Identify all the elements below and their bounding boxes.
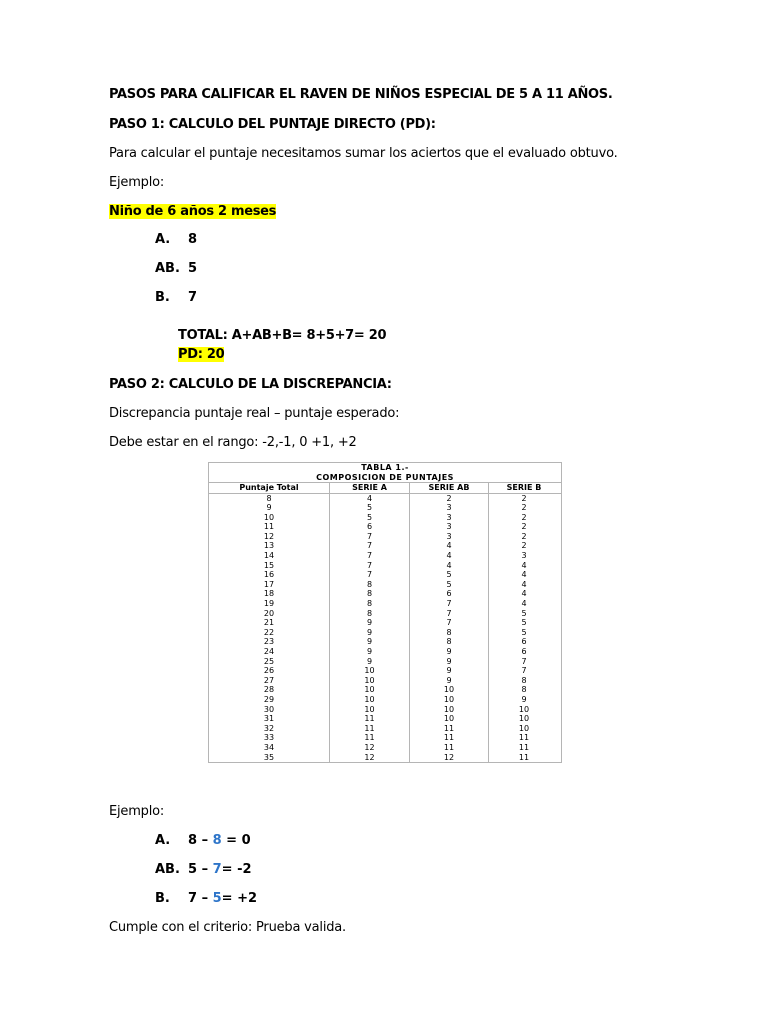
table-cell: 2 bbox=[521, 503, 527, 513]
column-serie-ab bbox=[409, 494, 488, 763]
item-expression bbox=[188, 833, 251, 848]
table-cell: 10 bbox=[443, 704, 455, 714]
table-caption-2: COMPOSICION DE PUNTAJES bbox=[316, 472, 454, 482]
table-cell: 4 bbox=[521, 560, 527, 570]
table-cell: 25 bbox=[263, 656, 275, 666]
paso2-line1: Discrepancia puntaje real – puntaje esperado: bbox=[109, 406, 400, 421]
result-value: = -2 bbox=[221, 862, 252, 877]
table-cell: 9 bbox=[366, 627, 373, 637]
item-value: 7 bbox=[188, 290, 198, 305]
table-cell: 16 bbox=[263, 570, 275, 580]
table-cell: 14 bbox=[263, 551, 275, 561]
table-cell: 29 bbox=[263, 694, 275, 704]
minus-sign: – bbox=[197, 862, 213, 877]
paso1-item-a bbox=[155, 232, 355, 248]
table-cell: 32 bbox=[263, 723, 275, 733]
table-cell: 5 bbox=[521, 618, 527, 628]
table-cell: 7 bbox=[366, 541, 373, 551]
header-serie-a: SERIE A bbox=[329, 483, 409, 493]
table-cell: 9 bbox=[366, 618, 373, 628]
item-label: A. bbox=[155, 232, 171, 247]
table-cell: 7 bbox=[521, 666, 527, 676]
paso2-heading: PASO 2: CALCULO DE LA DISCREPANCIA: bbox=[109, 377, 392, 392]
ejemplo2-item-a bbox=[155, 833, 355, 849]
table-cell: 2 bbox=[521, 541, 527, 551]
table-cell: 3 bbox=[446, 503, 452, 513]
table-cell: 11 bbox=[518, 742, 530, 752]
paso1-intro: Para calcular el puntaje necesitamos sumar los aciertos que el evaluado obtuvo. bbox=[109, 146, 618, 161]
item-label: B. bbox=[155, 891, 170, 906]
table-cell: 4 bbox=[521, 589, 527, 599]
expected-value: 7 bbox=[212, 862, 222, 877]
table-cell: 2 bbox=[521, 493, 527, 503]
table-cell: 4 bbox=[446, 551, 452, 561]
document-title: PASOS PARA CALIFICAR EL RAVEN DE NIÑOS ESPECIAL DE 5 A 11 AÑOS. bbox=[109, 87, 613, 102]
table-cell: 8 bbox=[446, 627, 452, 637]
paso1-total: TOTAL: A+AB+B= 8+5+7= 20 bbox=[178, 328, 387, 343]
table-cell: 7 bbox=[521, 656, 527, 666]
table-cell: 5 bbox=[366, 503, 373, 513]
table-cell: 3 bbox=[446, 512, 452, 522]
table-cell: 10 bbox=[518, 723, 530, 733]
composicion-puntajes-table bbox=[208, 462, 562, 763]
item-label: AB. bbox=[155, 862, 180, 877]
table-cell: 10 bbox=[443, 685, 455, 695]
real-value: 7 bbox=[188, 891, 198, 906]
table-cell: 6 bbox=[446, 589, 452, 599]
table-cell: 11 bbox=[263, 522, 275, 532]
table-cell: 5 bbox=[366, 512, 373, 522]
table-cell: 5 bbox=[521, 627, 527, 637]
table-cell: 10 bbox=[518, 704, 530, 714]
table-cell: 8 bbox=[366, 599, 373, 609]
table-cell: 5 bbox=[446, 579, 452, 589]
table-cell: 2 bbox=[521, 522, 527, 532]
table-cell: 9 bbox=[366, 647, 373, 656]
table-cell: 31 bbox=[263, 714, 275, 724]
table-cell: 2 bbox=[521, 531, 527, 541]
paso1-item-b bbox=[155, 290, 355, 306]
table-cell: 34 bbox=[263, 742, 275, 752]
item-expression bbox=[188, 862, 252, 877]
item-label: A. bbox=[155, 833, 171, 848]
table-cell: 4 bbox=[521, 570, 527, 580]
table-cell: 11 bbox=[518, 733, 530, 743]
column-serie-b bbox=[488, 494, 559, 763]
table-cell: 6 bbox=[521, 647, 527, 656]
table-cell: 9 bbox=[366, 656, 373, 666]
table-cell: 4 bbox=[446, 541, 452, 551]
table-cell: 3 bbox=[446, 522, 452, 532]
table-cell: 7 bbox=[446, 608, 452, 618]
paso1-ejemplo-label: Ejemplo: bbox=[109, 175, 165, 190]
table-cell: 10 bbox=[364, 685, 375, 695]
table-header-row bbox=[209, 482, 561, 494]
table-cell: 7 bbox=[366, 531, 373, 541]
paso1-item-ab bbox=[155, 261, 355, 277]
table-cell: 24 bbox=[263, 647, 275, 656]
ejemplo2-label: Ejemplo: bbox=[109, 804, 165, 819]
expected-value: 5 bbox=[212, 891, 222, 906]
table-cell: 8 bbox=[521, 685, 527, 695]
table-cell: 8 bbox=[366, 589, 373, 599]
real-value: 8 bbox=[188, 833, 198, 848]
table-cell: 10 bbox=[364, 666, 375, 676]
table-cell: 19 bbox=[263, 599, 275, 609]
table-cell: 9 bbox=[446, 675, 452, 685]
table-cell: 8 bbox=[446, 637, 452, 647]
table-cell: 4 bbox=[446, 560, 452, 570]
table-cell: 5 bbox=[446, 570, 452, 580]
minus-sign: – bbox=[197, 891, 213, 906]
table-cell: 7 bbox=[366, 560, 373, 570]
item-value: 8 bbox=[188, 232, 198, 247]
table-cell: 11 bbox=[364, 723, 375, 733]
table-cell: 13 bbox=[263, 541, 275, 551]
header-puntaje-total: Puntaje Total bbox=[239, 483, 299, 492]
table-cell: 23 bbox=[263, 637, 275, 647]
header-serie-ab: SERIE AB bbox=[409, 483, 488, 493]
table-cell: 11 bbox=[518, 752, 530, 762]
minus-sign: – bbox=[197, 833, 213, 848]
item-label: AB. bbox=[155, 261, 180, 276]
table-cell: 4 bbox=[366, 493, 373, 503]
paso1-highlight: Niño de 6 años 2 meses bbox=[109, 204, 277, 219]
table-cell: 22 bbox=[263, 627, 275, 637]
table-cell: 26 bbox=[263, 666, 275, 676]
table-cell: 9 bbox=[446, 656, 452, 666]
table-cell: 20 bbox=[263, 608, 275, 618]
result-value: = 0 bbox=[221, 833, 251, 848]
table-cell: 10 bbox=[263, 512, 275, 522]
table-cell: 11 bbox=[443, 742, 455, 752]
table-cell: 30 bbox=[263, 704, 275, 714]
table-cell: 8 bbox=[266, 493, 272, 503]
table-cell: 12 bbox=[443, 752, 455, 762]
table-cell: 11 bbox=[443, 733, 455, 743]
ejemplo2-conclusion: Cumple con el criterio: Prueba valida. bbox=[109, 920, 346, 935]
table-cell: 9 bbox=[366, 637, 373, 647]
paso1-pd: PD: 20 bbox=[178, 347, 225, 362]
table-cell: 12 bbox=[263, 531, 275, 541]
ejemplo2-item-b bbox=[155, 891, 355, 907]
table-cell: 10 bbox=[443, 694, 455, 704]
table-cell: 12 bbox=[364, 742, 375, 752]
table-cell: 5 bbox=[521, 608, 527, 618]
table-cell: 8 bbox=[366, 608, 373, 618]
table-cell: 8 bbox=[366, 579, 373, 589]
table-caption-1: TABLA 1.- bbox=[361, 463, 409, 472]
table-cell: 12 bbox=[364, 752, 375, 762]
column-serie-a bbox=[329, 494, 409, 763]
table-cell: 7 bbox=[366, 570, 373, 580]
expected-value: 8 bbox=[212, 833, 222, 848]
paso1-heading: PASO 1: CALCULO DEL PUNTAJE DIRECTO (PD): bbox=[109, 117, 436, 132]
table-cell: 10 bbox=[364, 704, 375, 714]
table-cell: 9 bbox=[521, 694, 527, 704]
table-cell: 17 bbox=[263, 579, 275, 589]
table-cell: 35 bbox=[263, 752, 275, 762]
table-cell: 11 bbox=[443, 723, 455, 733]
table-body bbox=[209, 494, 561, 763]
table-cell: 10 bbox=[443, 714, 455, 724]
table-cell: 9 bbox=[446, 666, 452, 676]
table-cell: 3 bbox=[446, 531, 452, 541]
table-cell: 4 bbox=[521, 599, 527, 609]
table-cell: 6 bbox=[366, 522, 373, 532]
table-cell: 28 bbox=[263, 685, 275, 695]
table-cell: 10 bbox=[364, 675, 375, 685]
table-cell: 8 bbox=[521, 675, 527, 685]
real-value: 5 bbox=[188, 862, 198, 877]
item-expression bbox=[188, 891, 257, 906]
table-cell: 2 bbox=[521, 512, 527, 522]
table-cell: 18 bbox=[263, 589, 275, 599]
item-label: B. bbox=[155, 290, 170, 305]
table-cell: 7 bbox=[446, 599, 452, 609]
paso2-line2: Debe estar en el rango: -2,-1, 0 +1, +2 bbox=[109, 435, 357, 450]
table-cell: 7 bbox=[446, 618, 452, 628]
table-cell: 15 bbox=[263, 560, 275, 570]
table-cell: 10 bbox=[518, 714, 530, 724]
column-puntaje-total bbox=[209, 494, 329, 763]
table-cell: 4 bbox=[521, 579, 527, 589]
table-cell: 11 bbox=[364, 714, 375, 724]
table-cell: 2 bbox=[446, 493, 452, 503]
table-cell: 7 bbox=[366, 551, 373, 561]
header-serie-b: SERIE B bbox=[488, 483, 559, 493]
table-cell: 10 bbox=[364, 694, 375, 704]
table-cell: 11 bbox=[364, 733, 375, 743]
table-cell: 9 bbox=[266, 503, 272, 513]
item-value: 5 bbox=[188, 261, 198, 276]
table-cell: 6 bbox=[521, 637, 527, 647]
table-cell: 3 bbox=[521, 551, 527, 561]
ejemplo2-item-ab bbox=[155, 862, 355, 878]
result-value: = +2 bbox=[221, 891, 258, 906]
table-cell: 9 bbox=[446, 647, 452, 656]
table-cell: 21 bbox=[263, 618, 275, 628]
table-cell: 33 bbox=[263, 733, 275, 743]
table-cell: 27 bbox=[263, 675, 275, 685]
